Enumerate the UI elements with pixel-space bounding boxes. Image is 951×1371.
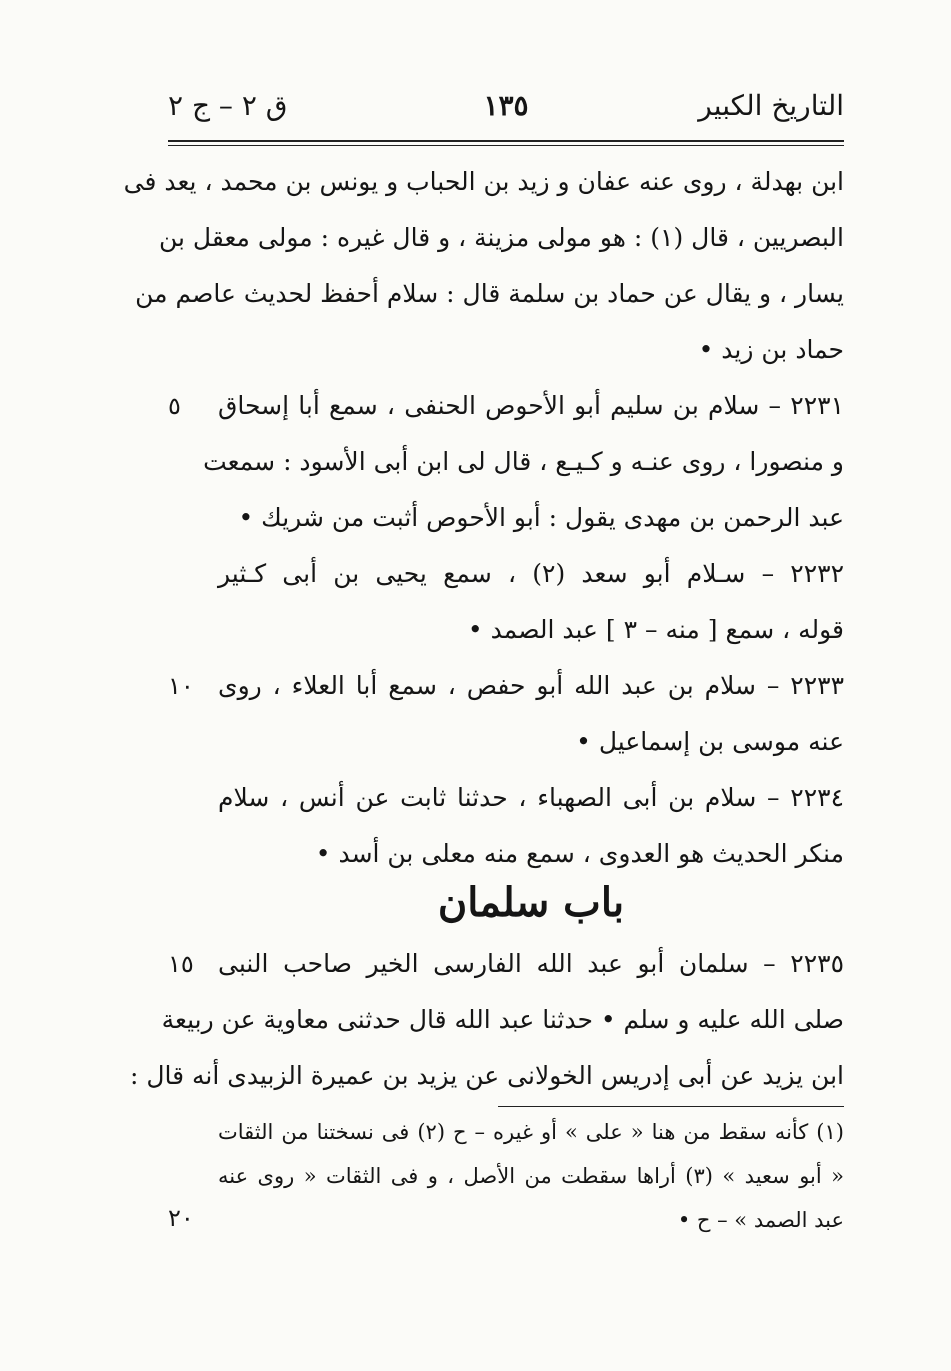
book-title: التاريخ الكبير [698, 89, 844, 122]
body-line: البصريين ، قال (١) : هو مولى مزينة ، و قال غيره : مولى معقل بن [158, 223, 844, 252]
body-line: يسار ، و يقال عن حماد بن سلمة قال : سلام أحفظ لحديث عاصم من [135, 279, 844, 308]
body-line: عنه موسى بن إسماعيل • [576, 727, 844, 756]
body-line: قوله ، سمع [ منه – ٣ ] عبد الصمد • [467, 615, 844, 644]
body-line: ابن يزيد عن أبى إدريس الخولانى عن يزيد بن عميرة الزبيدى أنه قال : [129, 1061, 844, 1090]
footnote-line: عبد الصمد » – ح • [677, 1208, 844, 1232]
entry-2233: ٢٢٣٣ – سلام بن عبد الله أبو حفص ، سمع أبا العلاء ، روى [218, 671, 844, 700]
body-line: منكر الحديث هو العدوى ، سمع منه معلى بن أسد • [315, 839, 844, 868]
body-line: صلى الله عليه و سلم • حدثنا عبد الله قال حدثنى معاوية عن ربيعة [161, 1005, 844, 1034]
entry-2232: ٢٢٣٢ – سـلام أبو سعد (٢) ، سمع يحيى بن أبى كـثير [218, 559, 844, 588]
body-line: حماد بن زيد • [698, 335, 844, 364]
body-line: عبد الرحمن بن مهدى يقول : أبو الأحوص أثبت من شريك • [238, 503, 844, 532]
body-line: و منصورا ، روى عنـه و كـيـع ، قال لى ابن أبى الأسود : سمعت [203, 447, 844, 476]
page-number: ١٣٥ [483, 89, 529, 122]
entry-2231: ٢٢٣١ – سلام بن سليم أبو الأحوص الحنفى ، سمع أبا إسحاق [218, 391, 844, 420]
line-number-15: ١٥ [168, 950, 194, 978]
line-number-20: ٢٠ [168, 1204, 194, 1232]
footnote-line: (١) كأنه سقط من هنا « على » أو غيره – ح (٢) فى نسختنا من الثقات [218, 1120, 844, 1144]
entry-2234: ٢٢٣٤ – سلام بن أبى الصهباء ، حدثنا ثابت عن أنس ، سلام [218, 783, 844, 812]
section-heading: باب سلمان [437, 879, 625, 926]
footnote-line: « أبو سعيد » (٣) أراها سقطت من الأصل ، و فى الثقات « روى عنه [218, 1164, 844, 1188]
entry-2235: ٢٢٣٥ – سلمان أبو عبد الله الفارسى الخير صاحب النبى [218, 949, 844, 978]
footnote-rule [498, 1106, 844, 1107]
line-number-10: ١٠ [168, 672, 194, 700]
body-line: ابن بهدلة ، روى عنه عفان و زيد بن الحباب و يونس بن محمد ، يعد فى [123, 167, 844, 196]
part-indicator: ق ٢ – ج ٢ [168, 89, 288, 122]
line-number-5: ٥ [168, 392, 181, 420]
